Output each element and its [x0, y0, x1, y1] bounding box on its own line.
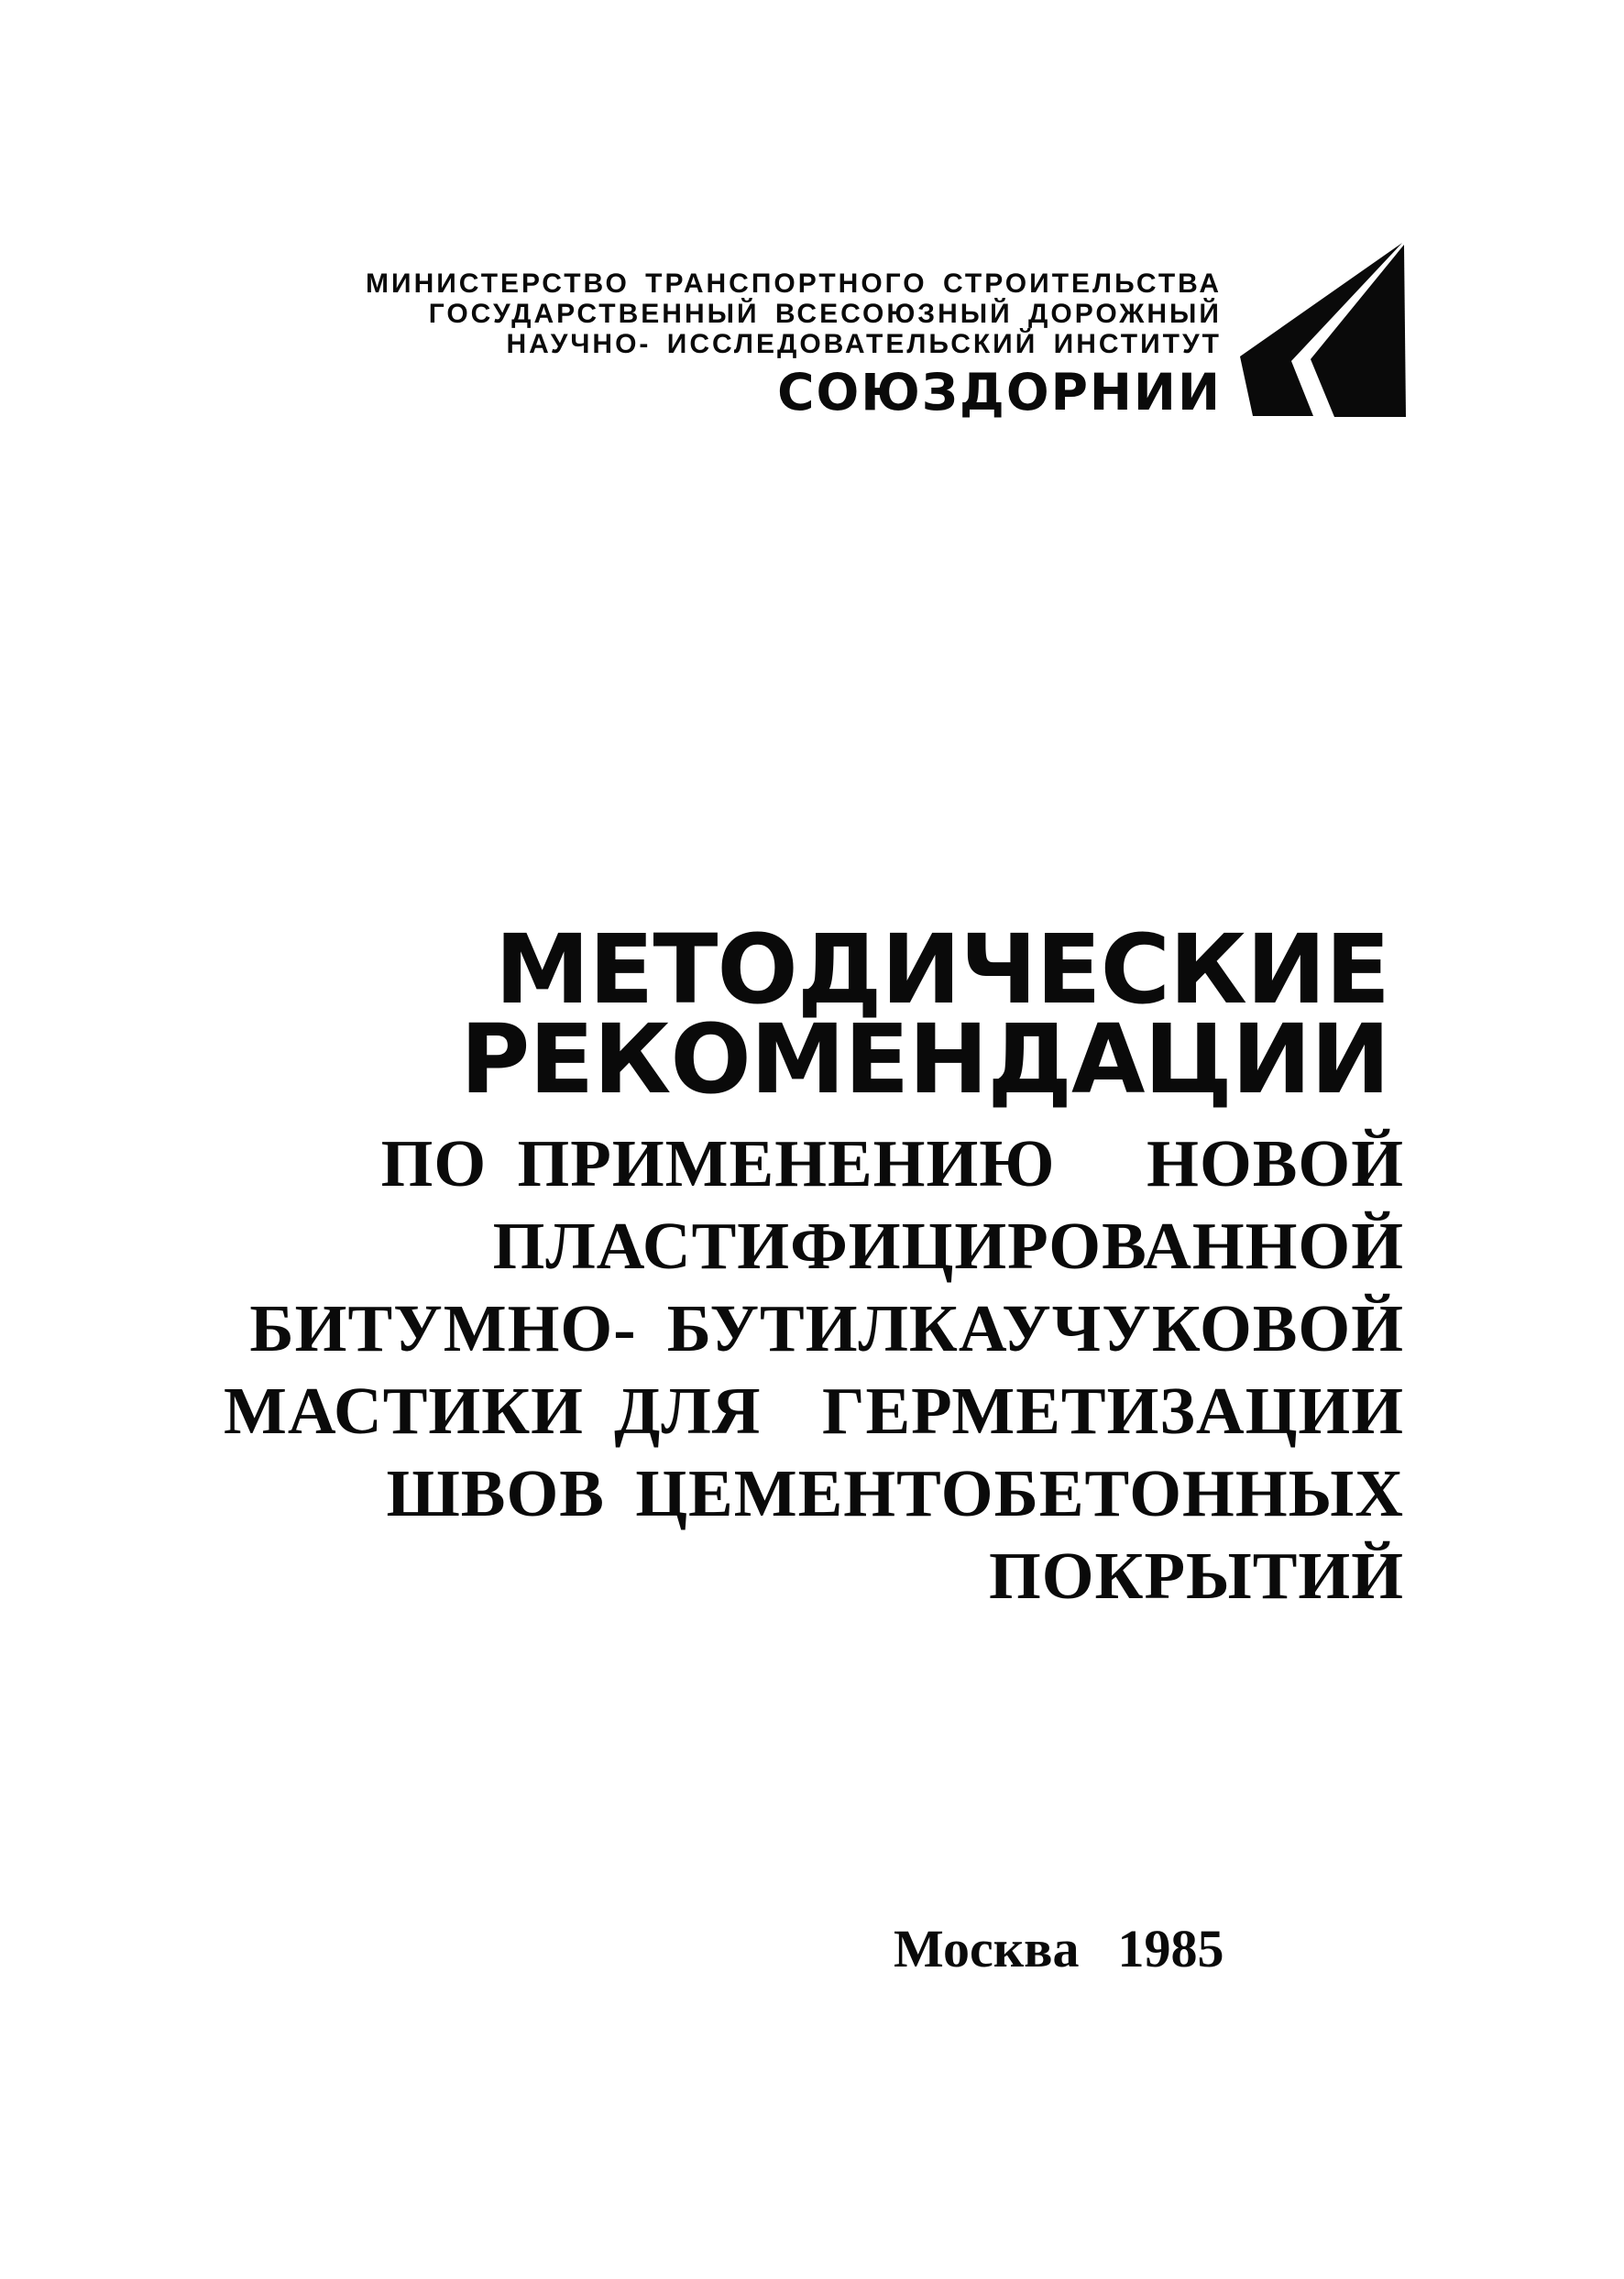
subtitle — [224, 1104, 1404, 1617]
subtitle-line: БИТУМНО- БУТИЛКАУЧУКОВОЙ — [249, 1291, 1404, 1365]
subtitle-line: МАСТИКИ ДЛЯ ГЕРМЕТИЗАЦИИ — [224, 1374, 1404, 1448]
subtitle-line: ШВОВ ЦЕМЕНТОБЕТОННЫХ — [386, 1456, 1404, 1530]
main-title — [460, 914, 1404, 1115]
imprint-year: 1985 — [1117, 1919, 1224, 1978]
organization-header — [366, 268, 1222, 422]
subtitle-line: ПО ПРИМЕНЕНИЮ НОВОЙ — [380, 1126, 1404, 1200]
subtitle-line: ПЛАСТИФИЦИРОВАННОЙ — [492, 1209, 1404, 1283]
subtitle-line: ПОКРЫТИЙ — [988, 1539, 1404, 1613]
institute-line-2: НАУЧНО- ИССЛЕДОВАТЕЛЬСКИЙ ИНСТИТУТ — [506, 329, 1222, 359]
imprint-city: Москва — [894, 1919, 1080, 1978]
title-line: МЕТОДИЧЕСКИЕ — [494, 914, 1389, 1025]
imprint — [894, 1919, 1224, 1978]
road-chevron-logo-icon — [1233, 239, 1411, 419]
ministry-line: МИНИСТЕРСТВО ТРАНСПОРТНОГО СТРОИТЕЛЬСТВА — [366, 268, 1222, 299]
organization-name: СОЮЗДОРНИИ — [777, 363, 1222, 422]
institute-line-1: ГОСУДАРСТВЕННЫЙ ВСЕСОЮЗНЫЙ ДОРОЖНЫЙ — [428, 299, 1222, 329]
title-line: РЕКОМЕНДАЦИИ — [460, 1003, 1389, 1115]
